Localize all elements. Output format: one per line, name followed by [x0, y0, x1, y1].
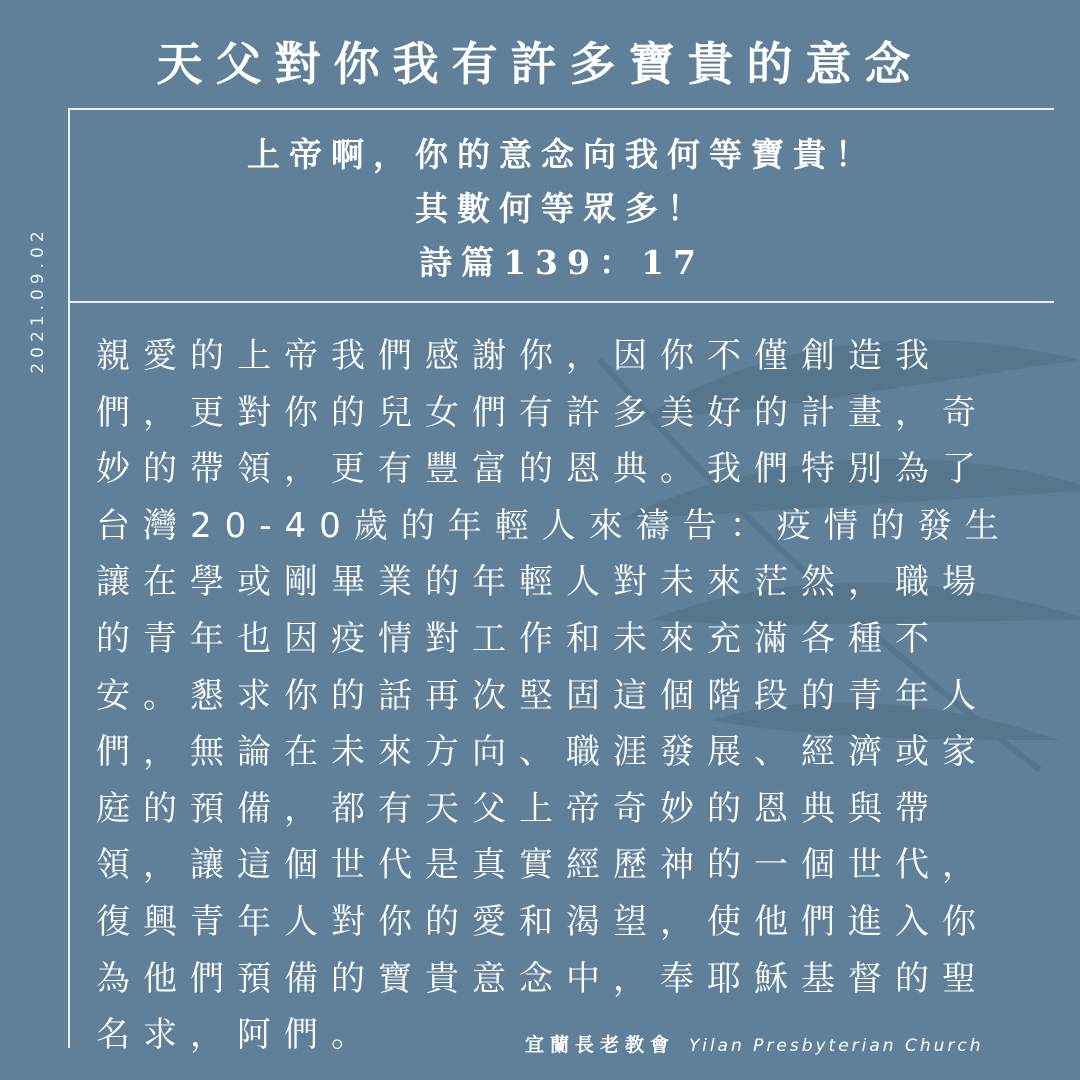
church-signature [525, 1030, 984, 1057]
prayer-line: 名求，阿們。 [96, 1015, 378, 1056]
verse-block [70, 128, 1054, 290]
prayer-line: 台灣20-40歲的年輕人來禱告：疫情的發生 [96, 505, 1012, 546]
prayer-line: 的青年也因疫情對工作和未來充滿各種不 [96, 618, 942, 659]
church-name-english: Yilan Presbyterian Church [689, 1036, 984, 1056]
prayer-line: 領，讓這個世代是真實經歷神的一個世代， [96, 845, 989, 886]
verse-reference: 詩篇139：17 [419, 243, 705, 282]
church-name-chinese: 宜蘭長老教會 [525, 1034, 676, 1056]
top-rule [68, 108, 1054, 110]
prayer-line: 為他們預備的寶貴意念中，奉耶穌基督的聖 [96, 958, 989, 999]
verse-line: 其數何等眾多！ [415, 189, 709, 228]
prayer-line: 庭的預備，都有天父上帝奇妙的恩典與帶 [96, 788, 942, 829]
page-title: 天父對你我有許多寶貴的意念 [156, 37, 924, 91]
prayer-line: 復興青年人對你的愛和渴望，使他們進入你 [96, 901, 989, 942]
verse-line: 上帝啊，你的意念向我何等寶貴！ [247, 135, 877, 174]
prayer-line: 們，無論在未來方向、職涯發展、經濟或家 [96, 732, 989, 773]
prayer-text [96, 328, 1054, 1064]
prayer-line: 安。懇求你的話再次堅固這個階段的青年人 [96, 675, 989, 716]
prayer-line: 們，更對你的兒女們有許多美好的計畫，奇 [96, 392, 989, 433]
prayer-line: 妙的帶領，更有豐富的恩典。我們特別為了 [96, 449, 989, 490]
date-label: 2021.09.02 [28, 226, 48, 374]
middle-rule [68, 301, 1054, 303]
prayer-line: 親愛的上帝我們感謝你，因你不僅創造我 [96, 336, 942, 376]
prayer-line: 讓在學或剛畢業的年輕人對未來茫然，職場 [96, 562, 989, 603]
